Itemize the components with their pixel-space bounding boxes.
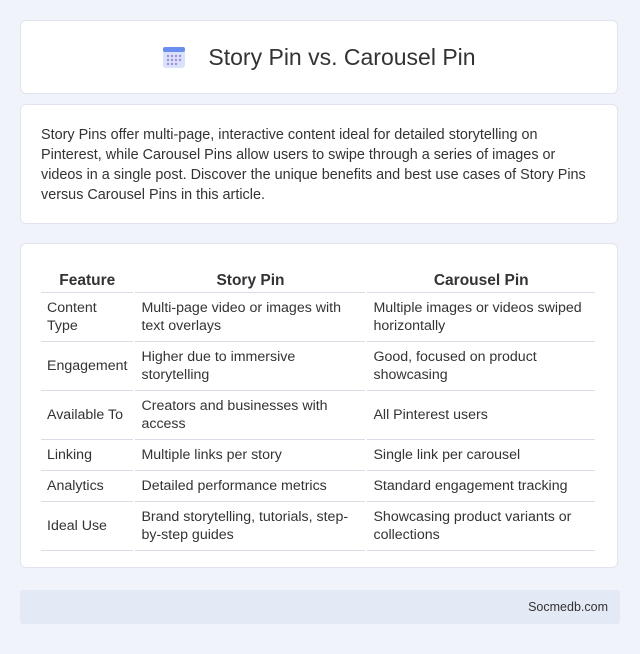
- intro-text: Story Pins offer multi-page, interactive content ideal for detailed storytelling on Pinterest, while Carousel Pins allow users to swipe through a series of images or videos in a single post. Discover the unique benefits and best use cases of Story Pins versus Carousel Pins in this article.: [41, 127, 586, 203]
- carousel-cell: Single link per carousel: [367, 440, 595, 471]
- intro-card: [20, 104, 618, 224]
- page-title: Story Pin vs. Carousel Pin: [208, 43, 476, 70]
- table-row: [41, 391, 595, 440]
- header-carousel-pin: Carousel Pin: [367, 264, 595, 293]
- title-wrap: [162, 44, 475, 71]
- carousel-cell: All Pinterest users: [367, 391, 595, 440]
- feature-cell: Engagement: [41, 342, 133, 391]
- table-header-row: [41, 264, 595, 293]
- story-cell: Brand storytelling, tutorials, step-by-step guides: [135, 502, 365, 551]
- header-feature: Feature: [41, 264, 133, 293]
- title-card: [20, 20, 618, 94]
- story-cell: Higher due to immersive storytelling: [135, 342, 365, 391]
- feature-cell: Ideal Use: [41, 502, 133, 551]
- calendar-icon: [162, 45, 186, 69]
- carousel-cell: Standard engagement tracking: [367, 471, 595, 502]
- carousel-cell: Good, focused on product showcasing: [367, 342, 595, 391]
- story-cell: Multiple links per story: [135, 440, 365, 471]
- feature-cell: Analytics: [41, 471, 133, 502]
- footer: [20, 590, 620, 624]
- carousel-cell: Multiple images or videos swiped horizontally: [367, 293, 595, 342]
- table-row: [41, 502, 595, 551]
- carousel-cell: Showcasing product variants or collections: [367, 502, 595, 551]
- feature-cell: Available To: [41, 391, 133, 440]
- header-story-pin: Story Pin: [135, 264, 365, 293]
- feature-cell: Linking: [41, 440, 133, 471]
- table-row: [41, 471, 595, 502]
- table-row: [41, 293, 595, 342]
- footer-site-link[interactable]: Socmedb.com: [528, 600, 608, 614]
- table-card: [20, 243, 618, 568]
- table-row: [41, 342, 595, 391]
- comparison-table: [39, 264, 597, 551]
- story-cell: Detailed performance metrics: [135, 471, 365, 502]
- story-cell: Multi-page video or images with text overlays: [135, 293, 365, 342]
- feature-cell: Content Type: [41, 293, 133, 342]
- table-row: [41, 440, 595, 471]
- story-cell: Creators and businesses with access: [135, 391, 365, 440]
